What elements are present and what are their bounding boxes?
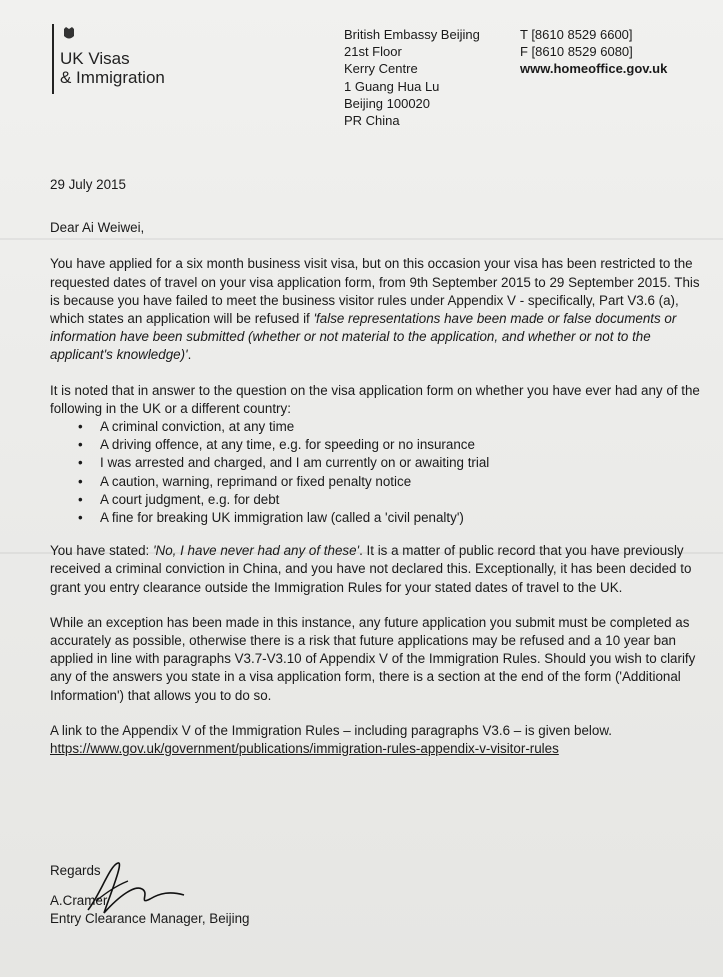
letter-body — [50, 176, 710, 758]
list-item: • A criminal conviction, at any time — [100, 418, 710, 436]
signer-name: A.Cramer — [50, 893, 108, 909]
question-list — [50, 418, 710, 527]
paragraph-text: . It is a matter of public record that you have previously received a criminal conviction in China, and you have not declared this. Exceptionally, it has been decided to grant you entry clearance outside the Immigration Rules for your stated dates of travel to the UK. — [50, 543, 692, 595]
list-item: • A fine for breaking UK immigration law (called a 'civil penalty') — [100, 509, 710, 527]
paragraph-5: A link to the Appendix V of the Immigration Rules – including paragraphs V3.6 – is given below. — [50, 722, 612, 738]
list-item: • I was arrested and charged, and I am currently on or awaiting trial — [100, 454, 710, 472]
list-item: • A caution, warning, reprimand or fixed penalty notice — [100, 473, 710, 491]
handwritten-signature-icon — [80, 855, 190, 925]
embassy-address — [344, 26, 480, 129]
list-item: • A driving offence, at any time, e.g. for speeding or no insurance — [100, 436, 710, 454]
logo-line-1: UK Visas — [60, 49, 130, 68]
address-line: British Embassy Beijing — [344, 27, 480, 42]
greeting: Dear Ai Weiwei, — [50, 220, 145, 236]
royal-crest-icon — [62, 26, 76, 42]
paragraph-text: You have stated: — [50, 543, 153, 559]
uk-visas-logo — [52, 24, 165, 94]
quoted-rule: 'false representations have been made or false documents or information have been submitted (whether or not material to the application, and whether or not to the applicant's knowledge)' — [50, 311, 677, 363]
paragraph-2: It is noted that in answer to the question on the visa application form on whether you have ever had any of the following in the UK or a different country: — [50, 382, 700, 416]
website: www.homeoffice.gov.uk — [520, 61, 668, 77]
address-line: Beijing 100020 — [344, 95, 431, 111]
paragraph-text: . — [187, 347, 192, 363]
letter-date: 29 July 2015 — [50, 177, 126, 192]
contact-details — [520, 26, 667, 78]
paragraph-text: You have applied for a six month business visit visa, but on this occasion your visa has been restricted to the requested dates of travel on your visa application form, from 9th September 2015 to 29 September 2015. This is because you have failed to meet the business visitor rules under Appendix V - specifically, Part V3.6 (a), which states an application will be refused if — [50, 256, 700, 327]
paragraph-4: While an exception has been made in this instance, any future application you submit must be completed as accurately as possible, otherwise there is a risk that future applications may be refused and a 10 year ban applied in line with paragraphs V3.7-V3.10 of Appendix V of the Immigration Rules. Should you wish to clarify any of the answers you state in a visa application form, there is a section at the end of the form ('Additional Information') that allows you to do so. — [50, 614, 696, 703]
paragraph-3 — [50, 542, 710, 597]
address-line: PR China — [344, 113, 400, 129]
logo-line-2: & Immigration — [60, 68, 165, 87]
paragraph-1 — [50, 255, 710, 364]
phone-number: T [8610 8529 6600] — [520, 27, 633, 42]
rules-link[interactable]: https://www.gov.uk/government/publications/immigration-rules-appendix-v-visitor-rules — [50, 741, 559, 757]
address-line: 21st Floor — [344, 44, 402, 60]
logo-bar — [52, 24, 54, 94]
address-line: Kerry Centre — [344, 61, 418, 77]
signer-title: Entry Clearance Manager, Beijing — [50, 911, 250, 927]
applicant-answer: 'No, I have never had any of these' — [153, 543, 360, 559]
closing: Regards — [50, 863, 101, 878]
list-item: • A court judgment, e.g. for debt — [100, 491, 710, 509]
fax-number: F [8610 8529 6080] — [520, 44, 633, 60]
address-line: 1 Guang Hua Lu — [344, 78, 440, 94]
